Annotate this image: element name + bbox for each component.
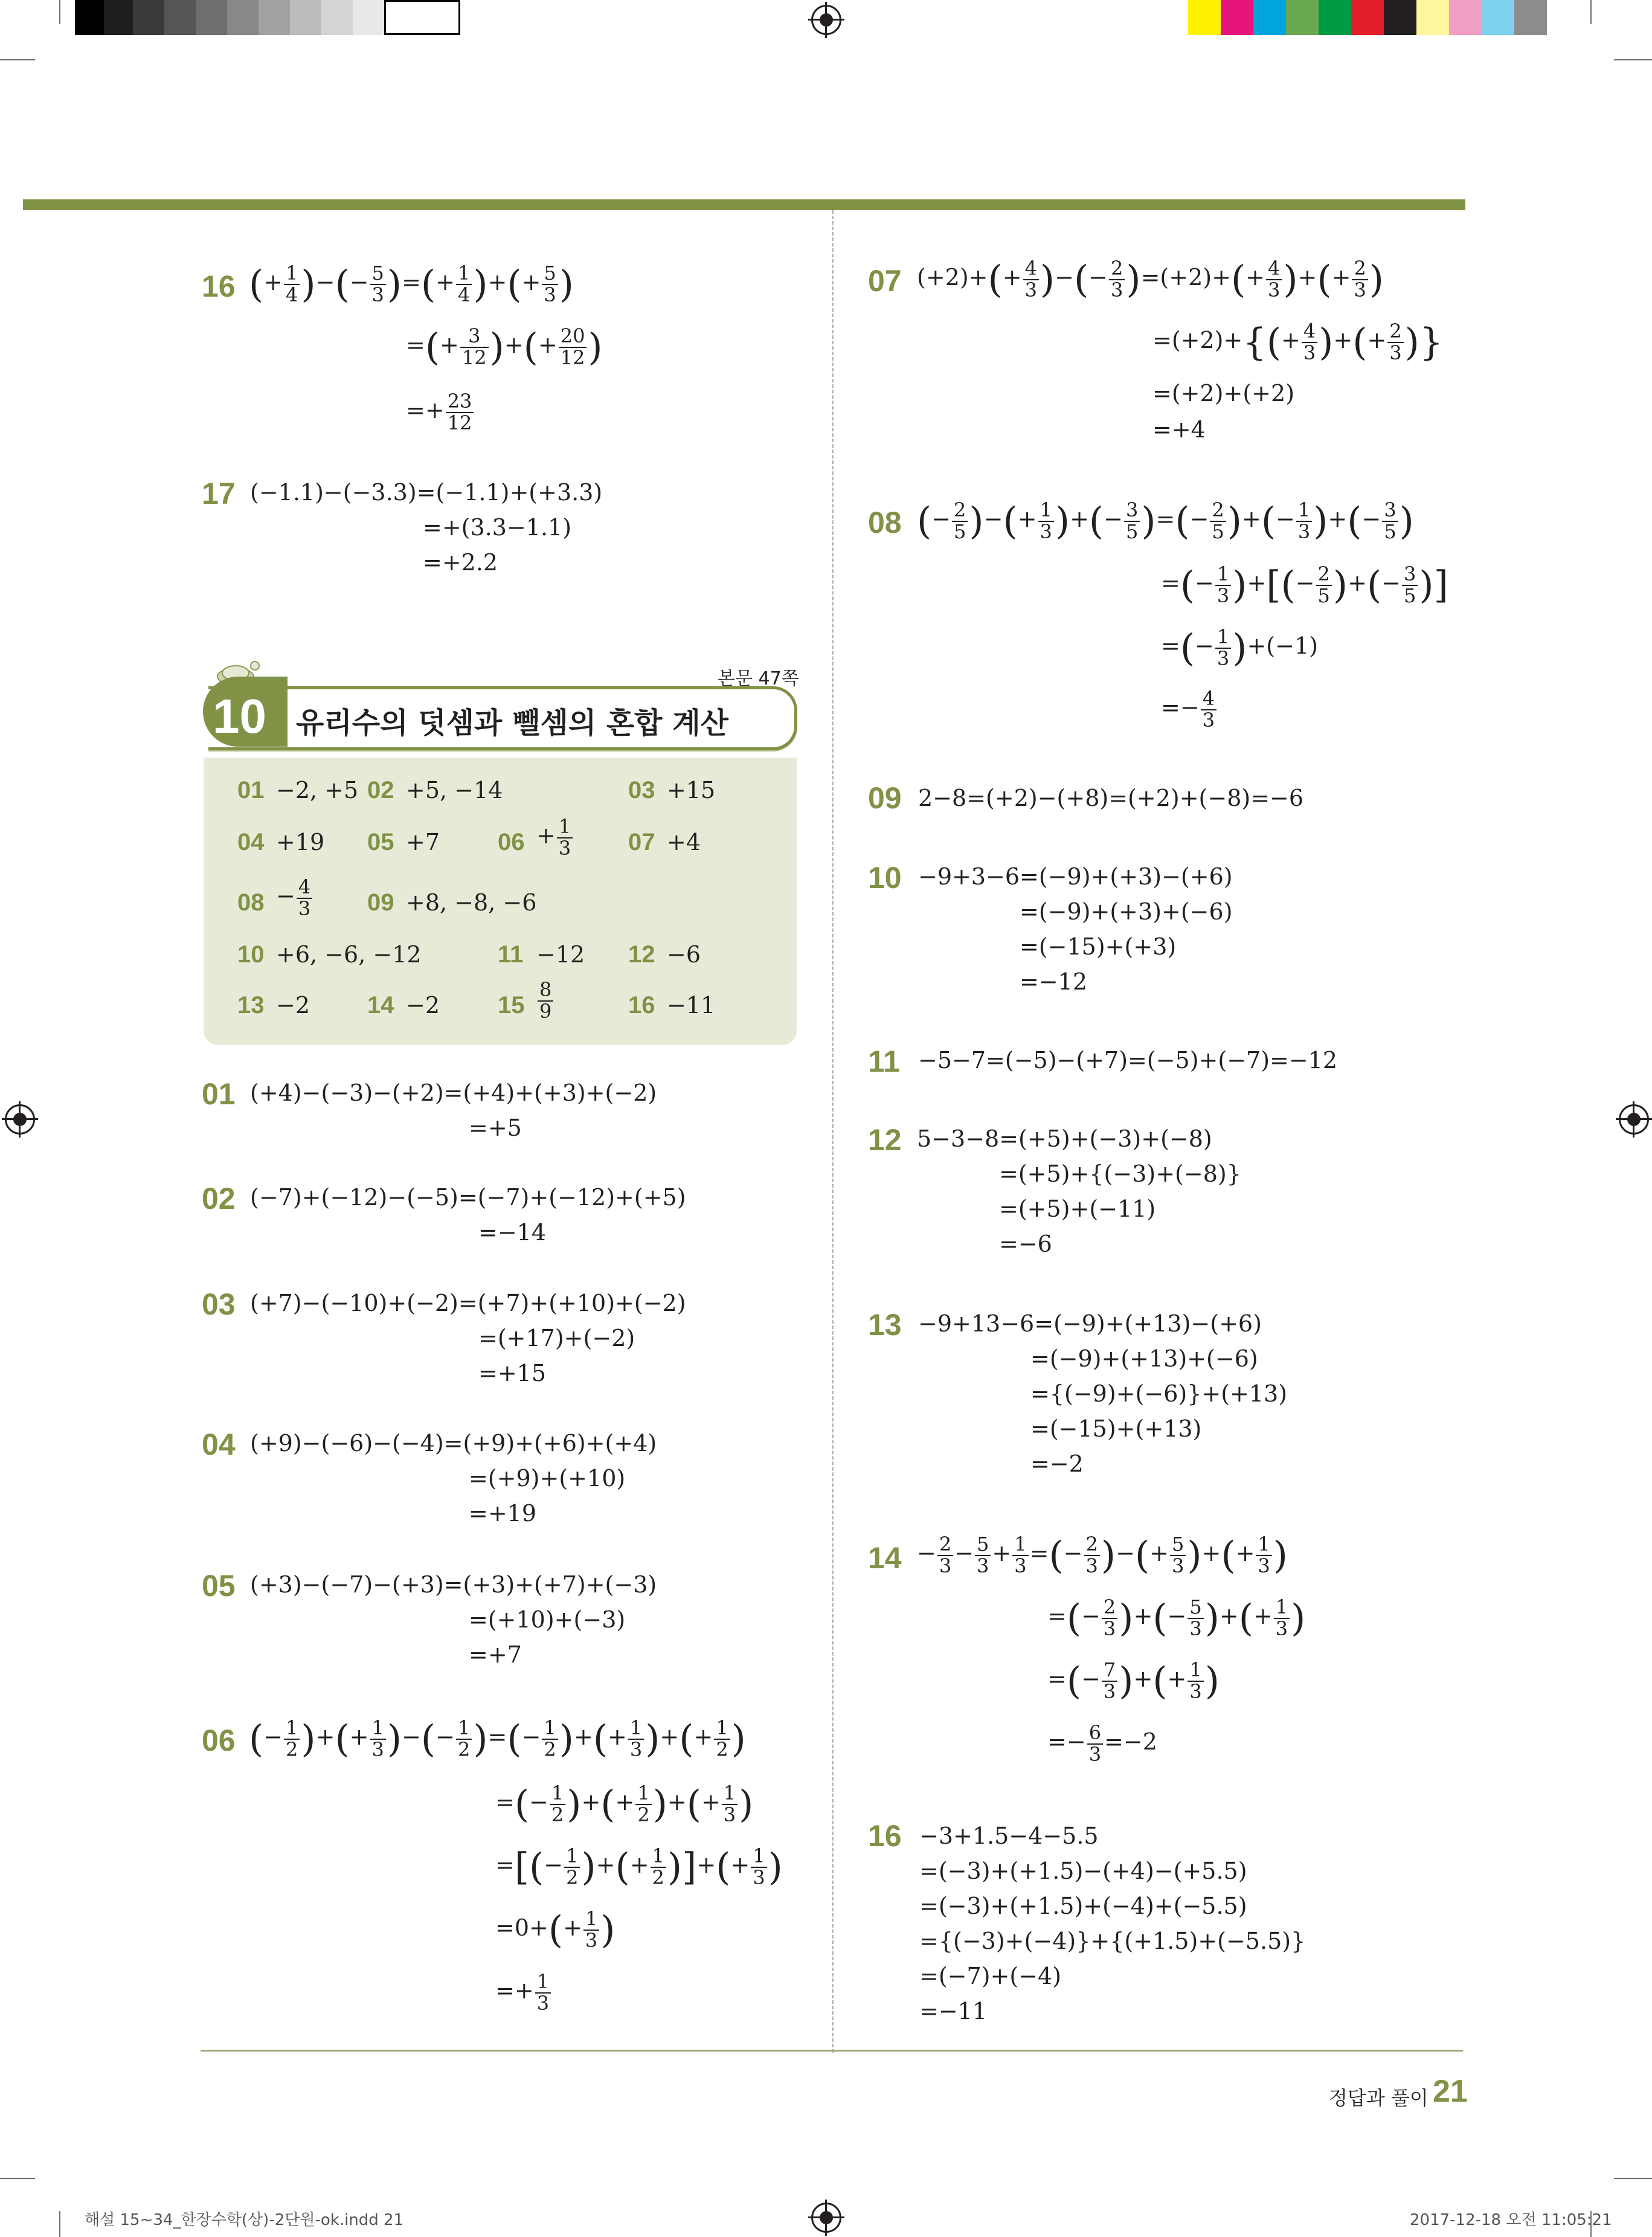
equation-line: =+15 [478, 1360, 547, 1386]
equation-line: =−14 [478, 1219, 547, 1246]
equation-line: =+ $\frac{23}{12}$ [406, 391, 475, 433]
problem-number: 07 [868, 264, 902, 298]
numerator: 4 [297, 877, 312, 899]
equation-line: −9+13−6=(−9)+(+13)−(+6) [918, 1310, 1262, 1337]
equation-line: =(+17)+(−2) [478, 1325, 635, 1351]
equation-line: (+3)−(−7)−(+3)=(+3)+(+7)+(−3) [250, 1571, 657, 1598]
crop-mark [59, 0, 60, 24]
file-info: 해설 15~34_한장수학(상)-2단원-ok.indd 21 [85, 2211, 404, 2229]
quick-answer-number: 06 [498, 829, 525, 855]
equation-line: =(−9)+(+13)+(−6) [1030, 1345, 1258, 1372]
quick-answer-number: 13 [237, 992, 265, 1019]
equation-line: =(−7)+(−4) [919, 1963, 1062, 1989]
print-timestamp: 2017-12-18 오전 11:05:21 [1410, 2211, 1612, 2229]
quick-answer-number: 02 [367, 777, 394, 803]
problem-number: 16 [202, 269, 236, 303]
denominator: 3 [558, 836, 571, 860]
quick-answer-number: 12 [628, 941, 655, 968]
equation-line: −5−7=(−5)−(+7)=(−5)+(−7)=−12 [918, 1047, 1338, 1073]
equation-line: =0+(+ $\frac{1}{3}$ ) [495, 1907, 615, 1952]
problem-number: 06 [202, 1724, 236, 1757]
equation-line: =+ $\frac{1}{3}$ [495, 1972, 552, 2013]
equation-line: =+19 [469, 1500, 537, 1527]
quick-answer-value: −2 [276, 992, 310, 1019]
problem-number: 12 [868, 1123, 902, 1157]
quick-answer-number: 14 [367, 992, 394, 1019]
equation-line: (−7)+(−12)−(−5)=(−7)+(−12)+(+5) [250, 1184, 686, 1211]
page-reference: 본문 47쪽 [718, 668, 799, 689]
denominator: 3 [298, 896, 311, 920]
sign: − [276, 883, 295, 910]
equation-line: =(− $\frac{1}{3}$ )+[(− $\frac{2}{5}$ )+(− $\frac{3}{5}$ )] [1161, 562, 1448, 607]
quick-answer-number: 10 [237, 941, 265, 968]
quick-answer-number: 05 [367, 829, 394, 855]
problem-number: 16 [868, 1819, 902, 1853]
quick-answer-value: −6 [667, 941, 701, 968]
equation-line: =(+5)+{(−3)+(−8)} [999, 1160, 1241, 1187]
crop-mark [1590, 0, 1592, 24]
equation-line: =(−3)+(+1.5)+(−4)+(−5.5) [919, 1893, 1247, 1919]
equation-line: =(+ $\frac{3}{12}$ )+(+ $\frac{20}{12}$ ) [406, 324, 603, 369]
equation-line: =− $\frac{6}{3}$ =−2 [1047, 1721, 1157, 1766]
quick-answer-value: −2 [406, 992, 440, 1019]
problem-number: 03 [202, 1287, 236, 1321]
problem-number: 02 [202, 1182, 236, 1215]
denominator: 9 [539, 999, 552, 1023]
quick-answer-number: 09 [367, 889, 394, 916]
problem-number: 14 [868, 1541, 902, 1575]
equation-line: −3+1.5−4−5.5 [919, 1823, 1099, 1849]
equation-line: (+2)+(+ $\frac{4}{3}$ )−(− $\frac{2}{3}$ )=(+2)+(+ $\frac{4}{3}$ )+(+ $\frac{2}{3}$ ) [917, 257, 1384, 301]
equation-line: =+4 [1152, 416, 1206, 443]
equation-line: (−1.1)−(−3.3)=(−1.1)+(+3.3) [250, 479, 603, 506]
equation-line: =(+5)+(−11) [999, 1196, 1156, 1222]
numerator: 1 [557, 817, 573, 838]
problem-number: 11 [868, 1044, 900, 1078]
equation-line: 5−3−8=(+5)+(−3)+(−8) [917, 1125, 1212, 1152]
quick-answer-value: +8, −8, −6 [406, 889, 537, 916]
equation-line: ={(−9)+(−6)}+(+13) [1030, 1380, 1288, 1407]
equation-line: =+(3.3−1.1) [423, 514, 572, 541]
header-rule [23, 199, 1465, 210]
problem-number: 08 [868, 506, 902, 539]
quick-answer-value [536, 980, 554, 1022]
crop-mark [0, 59, 35, 60]
equation-line: (+4)−(−3)−(+2)=(+4)+(+3)+(−2) [250, 1080, 657, 1106]
quick-answer-number: 11 [498, 941, 524, 968]
quick-answer-number: 16 [628, 992, 655, 1019]
quick-answer-value: +5, −14 [406, 777, 503, 803]
equation-line: =(+2)+(+2) [1152, 380, 1295, 407]
crop-mark [0, 2178, 35, 2179]
quick-answer-number: 15 [498, 992, 525, 1019]
registration-mark-icon [811, 2203, 841, 2233]
quick-answer-value: −11 [667, 992, 716, 1019]
quick-answer-value: +15 [667, 777, 716, 803]
equation-line: =(+10)+(−3) [469, 1606, 626, 1633]
problem-number: 01 [202, 1077, 236, 1111]
quick-answer-value: −12 [536, 941, 585, 968]
equation-line: =(−3)+(+1.5)−(+4)−(+5.5) [919, 1858, 1247, 1884]
equation-line: =−2 [1030, 1450, 1084, 1477]
equation-line: =−12 [1020, 968, 1088, 995]
equation-line: (+9)−(−6)−(−4)=(+9)+(+6)+(+4) [250, 1430, 657, 1456]
equation-line: (− $\frac{2}{5}$ )−(+ $\frac{1}{3}$ )+(− $\frac{3}{5}$ )=(− $\frac{2}{5}$ )+(− $\frac{1}{3}$ )+(− $\frac{3}{5}$ ) [917, 498, 1414, 543]
equation-line: =[(− $\frac{1}{2}$ )+(+ $\frac{1}{2}$ )]+(+ $\frac{1}{3}$ ) [495, 1844, 783, 1889]
registration-mark-icon [5, 1104, 35, 1135]
equation-line: 2−8=(+2)−(+8)=(+2)+(−8)=−6 [918, 785, 1304, 811]
registration-mark-icon [1619, 1104, 1649, 1135]
quick-answer-value [536, 817, 574, 858]
equation-line: =(+2)+{(+ $\frac{4}{3}$ )+(+ $\frac{2}{3}$ )} [1152, 320, 1444, 364]
problem-number: 17 [202, 477, 236, 510]
problem-number: 04 [202, 1427, 236, 1461]
quick-answer-value: +7 [406, 829, 440, 855]
quick-answer-value [276, 877, 313, 919]
section-number: 10 [213, 689, 266, 743]
quick-answer-number: 01 [237, 777, 265, 803]
equation-line: − $\frac{2}{3}$ − $\frac{5}{3}$ + $\frac{1}{3}$ =(− $\frac{2}{3}$ )−(+ $\frac{5}{3}$ )+(+ $\frac{1}{3}$ ) [917, 1533, 1288, 1577]
equation-tail: =−2 [1104, 1728, 1157, 1756]
equation-line: =− $\frac{4}{3}$ [1161, 689, 1218, 730]
crop-mark [1614, 2178, 1652, 2179]
equation-line: (− $\frac{1}{2}$ )+(+ $\frac{1}{3}$ )−(− $\frac{1}{2}$ )=(− $\frac{1}{2}$ )+(+ $\frac{1}{3}$ )+(+ $\frac{1}{2}$ ) [249, 1716, 746, 1761]
section-title: 유리수의 덧셈과 뺄셈의 혼합 계산 [296, 706, 728, 740]
quick-answer-number: 07 [628, 829, 655, 855]
equation-line: =−11 [919, 1998, 988, 2024]
footer-rule [201, 2050, 1463, 2052]
equation-line: =−6 [999, 1231, 1052, 1257]
quick-answer-value: +6, −6, −12 [276, 941, 422, 968]
problem-number: 10 [868, 861, 902, 895]
equation-line: =+5 [469, 1115, 522, 1141]
crop-mark [1614, 59, 1652, 60]
crop-mark [59, 2211, 60, 2237]
equation-line: (+ $\frac{1}{4}$ )−(− $\frac{5}{3}$ )=(+ $\frac{1}{4}$ )+(+ $\frac{5}{3}$ ) [249, 262, 574, 306]
problem-number: 13 [868, 1308, 902, 1342]
equation-line: =(− $\frac{1}{3}$ )+(−1) [1161, 625, 1318, 670]
equation-line: =(− $\frac{2}{3}$ )+(− $\frac{5}{3}$ )+(+ $\frac{1}{3}$ ) [1047, 1595, 1306, 1640]
equation-line: =(− $\frac{1}{2}$ )+(+ $\frac{1}{2}$ )+(+ $\frac{1}{3}$ ) [495, 1782, 754, 1826]
equation-line: ={(−3)+(−4)}+{(+1.5)+(−5.5)} [919, 1928, 1306, 1954]
problem-number: 09 [868, 781, 902, 815]
equation-line: −9+3−6=(−9)+(+3)−(+6) [918, 863, 1233, 890]
problem-number: 05 [202, 1569, 236, 1603]
equation-tail: +(−1) [1247, 632, 1318, 660]
quick-answer-number: 08 [237, 889, 265, 916]
numerator: 8 [538, 980, 553, 1002]
equation-line: =(−15)+(+13) [1030, 1415, 1202, 1442]
equation-line: =(− $\frac{7}{3}$ )+(+ $\frac{1}{3}$ ) [1047, 1658, 1220, 1703]
footer-label: 정답과 풀이 [1329, 2087, 1429, 2110]
quick-answer-value: +4 [667, 829, 701, 855]
equation-line: (+7)−(−10)+(−2)=(+7)+(+10)+(−2) [250, 1290, 686, 1316]
quick-answer-number: 03 [628, 777, 655, 803]
quick-answer-number: 04 [237, 829, 265, 855]
page-number: 21 [1433, 2074, 1468, 2109]
column-divider [832, 210, 834, 2053]
sign: + [536, 822, 556, 849]
equation-line: =+2.2 [423, 549, 498, 576]
registration-mark-icon [811, 5, 841, 35]
equation-line: =(−15)+(+3) [1020, 933, 1177, 960]
quick-answer-value: −2, +5 [276, 777, 359, 803]
quick-answer-value: +19 [276, 829, 325, 855]
equation-line: =(−9)+(+3)+(−6) [1020, 898, 1233, 925]
equation-line: =+7 [469, 1641, 522, 1668]
equation-line: =(+9)+(+10) [469, 1465, 626, 1492]
